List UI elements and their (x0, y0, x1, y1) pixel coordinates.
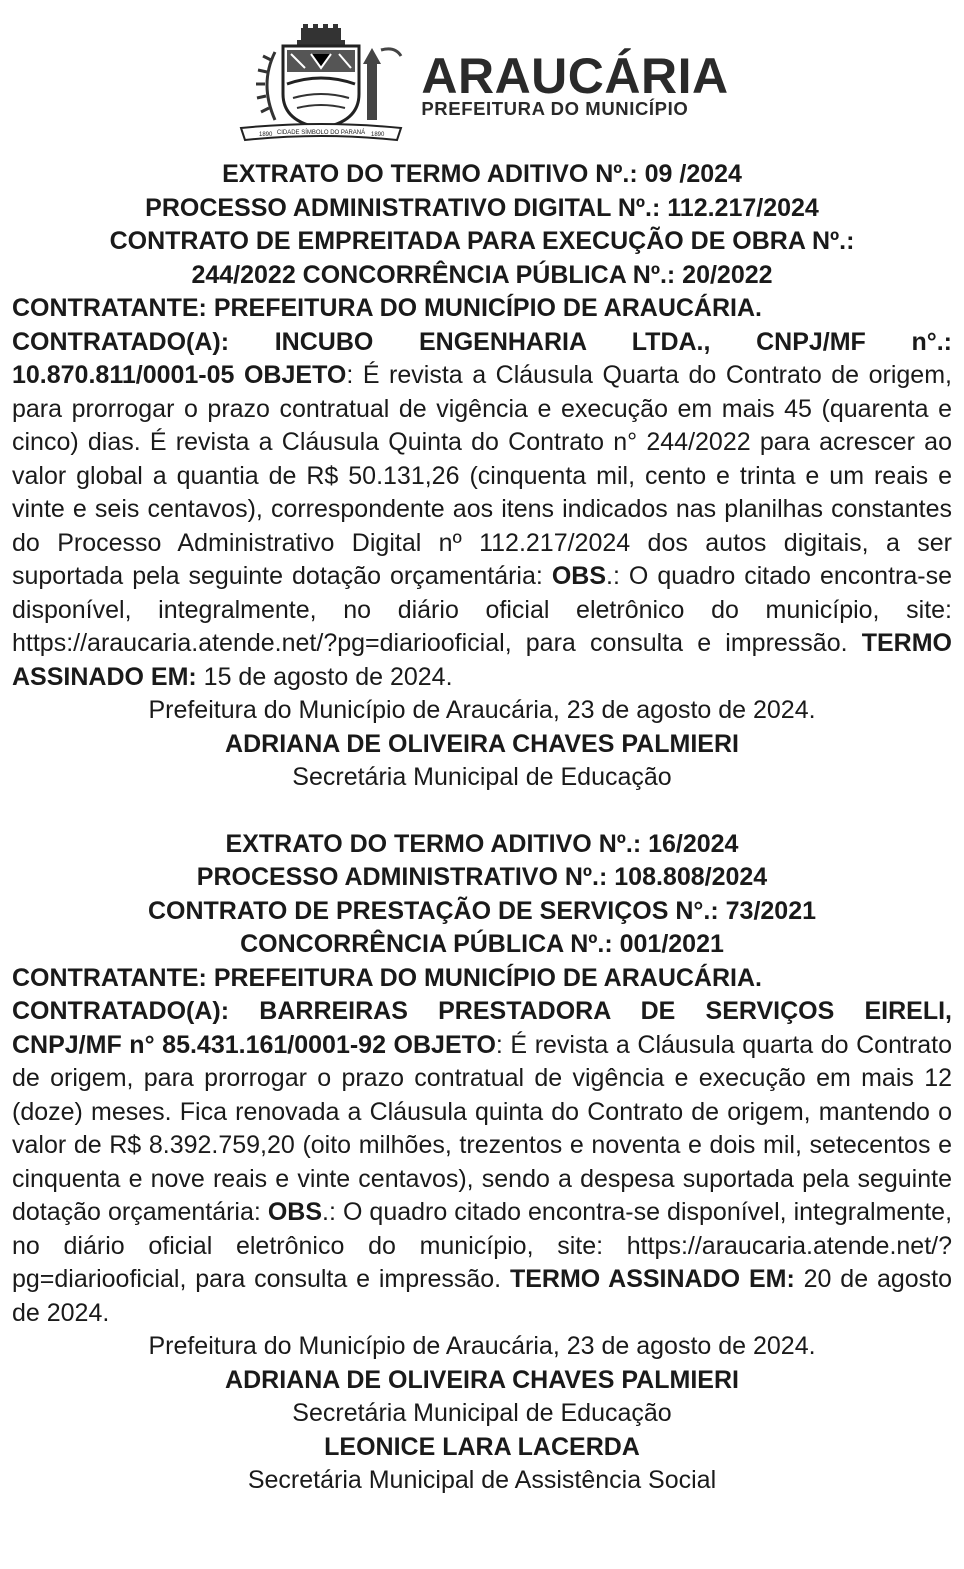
extract-1-signer-name: ADRIANA DE OLIVEIRA CHAVES PALMIERI (225, 729, 739, 758)
extract-2-place-date: Prefeitura do Município de Araucária, 23 de agosto de 2024. (148, 1332, 816, 1360)
extract-2-body (12, 995, 952, 1330)
extract-1-signer-role: Secretária Municipal de Educação (292, 763, 672, 791)
extract-2-signer-name: ADRIANA DE OLIVEIRA CHAVES PALMIERI (225, 1365, 739, 1394)
extract-1-contratado: CONTRATADO(A): INCUBO ENGENHARIA LTDA., CNPJ/MF n°.: 10.870.811/0001-05 OBJETO (12, 327, 952, 389)
extract-2-objeto: : É revista a Cláusula quarta do Contrato de origem, para prorrogar o prazo contratual de vigência e execução em mais 12 (doze) meses. Fica renovada a Cláusula quinta do Contrato de origem, mantendo o valor de R$ 8.392.759,20 (oito milhões, trezentos e noventa e dois mil, setecentos e cinquenta e nove reais e vinte centavos), sendo a despesa suportada pela seguinte dotação orçamentária: (12, 1030, 952, 1226)
extract-2-signer2-name: LEONICE LARA LACERDA (324, 1432, 640, 1461)
brand-name: ARAUCÁRIA (421, 48, 729, 104)
masthead (12, 0, 952, 158)
section-spacer (12, 795, 952, 828)
extract-1-obs-label: OBS (551, 562, 607, 590)
municipal-crest-logo (235, 24, 407, 142)
extract-2-signed-date: 20 de agosto de 2024. (12, 1265, 953, 1327)
extract-1-signed-date: 15 de agosto de 2024. (196, 662, 453, 691)
extract-2-contratante: CONTRATANTE: PREFEITURA DO MUNICÍPIO DE ARAUCÁRIA. (12, 963, 762, 992)
extract-1-title: EXTRATO DO TERMO ADITIVO Nº.: 09 /2024 (222, 160, 742, 188)
extract-2-obs-text: .: O quadro citado encontra-se disponível, integralmente, no diário oficial eletrônico do município, site: https://araucaria.atende.net/?pg=diariooficial, para consulta e impressão. (12, 1198, 953, 1293)
extract-1-obs-text: .: O quadro citado encontra-se disponível, integralmente, no diário oficial eletrônico do município, site: https://araucaria.atende.net/?pg=diariooficial, para consulta e impressão. (12, 562, 952, 657)
brand-subtitle: PREFEITURA DO MUNICÍPIO (421, 98, 689, 119)
extract-1-body (12, 326, 952, 695)
extract-2-signer-role: Secretária Municipal de Educação (292, 1399, 672, 1427)
extract-2-contract: CONTRATO DE PRESTAÇÃO DE SERVIÇOS N°.: 73/2021 (147, 896, 817, 925)
extract-2-process: PROCESSO ADMINISTRATIVO Nº.: 108.808/2024 (196, 863, 768, 891)
extract-2-tender: CONCORRÊNCIA PÚBLICA Nº.: 001/2021 (240, 930, 724, 958)
extract-2-title: EXTRATO DO TERMO ADITIVO Nº.: 16/2024 (225, 829, 739, 858)
extract-1-contratante: CONTRATANTE: PREFEITURA DO MUNICÍPIO DE ARAUCÁRIA. (12, 294, 762, 322)
extract-2-signer2-role: Secretária Municipal de Assistência Social (247, 1466, 717, 1494)
brand-block (421, 48, 729, 120)
extract-1 (12, 158, 952, 795)
extract-2-signed-label: TERMO ASSINADO EM: (509, 1265, 795, 1293)
extract-1-signed-label: TERMO ASSINADO EM: (12, 629, 952, 691)
crest-year-right: 1890 (371, 132, 385, 138)
extract-1-contract: CONTRATO DE EMPREITADA PARA EXECUÇÃO DE OBRA Nº.: (109, 227, 855, 255)
extract-2-obs-label: OBS (267, 1198, 323, 1226)
extract-2-contratado: CONTRATADO(A): BARREIRAS PRESTADORA DE SERVIÇOS EIRELI, CNPJ/MF n° 85.431.161/0001-92 OBJETO (12, 997, 952, 1059)
extract-1-place-date: Prefeitura do Município de Araucária, 23 de agosto de 2024. (148, 696, 816, 724)
extract-1-contract-cont: 244/2022 CONCORRÊNCIA PÚBLICA Nº.: 20/2022 (191, 260, 773, 289)
extract-1-process: PROCESSO ADMINISTRATIVO DIGITAL Nº.: 112.217/2024 (145, 193, 819, 222)
crest-year-left: 1890 (259, 132, 273, 138)
crest-motto: CIDADE SÍMBOLO DO PARANÁ (277, 130, 366, 136)
extract-1-objeto: : É revista a Cláusula Quarta do Contrato de origem, para prorrogar o prazo contratual de vigência e execução em mais 45 (quarenta e cinco) dias. É revista a Cláusula Quinta do Contrato n° 244/2022 para acrescer ao valor global a quantia de R$ 50.131,26 (cinquenta mil, cento e trinta e um reais e vinte e seis centavos), correspondente aos itens indicados nas planilhas constantes do Processo Administrativo Digital nº 112.217/2024 dos autos digitais, a ser suportada pela seguinte dotação orçamentária: (12, 361, 952, 590)
extract-2 (12, 828, 952, 1498)
